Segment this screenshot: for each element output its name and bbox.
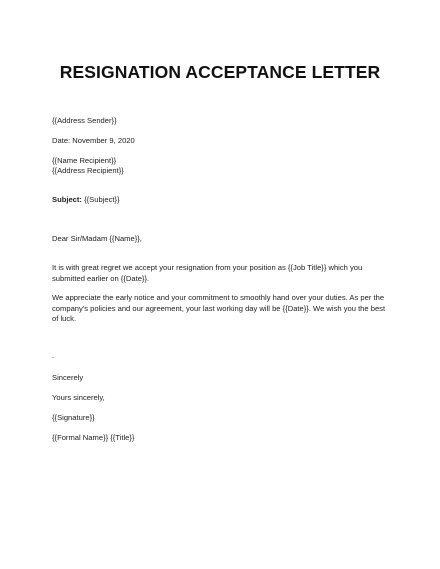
page-title: RESIGNATION ACCEPTANCE LETTER (59, 62, 381, 82)
letter-date: Date: November 9, 2020 (52, 136, 135, 145)
stray-dot: . (52, 351, 55, 360)
salutation: Dear Sir/Madam {{Name}}, (52, 234, 142, 243)
closing-sincerely: Sincerely (52, 373, 84, 382)
subject-value: {{Subject}} (81, 195, 120, 204)
address-sender: {{Address Sender}} (52, 116, 117, 125)
address-recipient: {{Address Recipient}} (52, 166, 124, 175)
paragraph-regret: It is with great regret we accept your resignation from your position as {{Job Title}} which you submitted earlier on {{Date}}. (52, 263, 363, 283)
paragraph-appreciation: We appreciate the early notice and your commitment to smoothly hand over your duties. As per the company's policies and our agreement, your last working day will be {{Date}}. We wish you the best of luck. (52, 293, 386, 324)
subject-label: Subject: (52, 195, 82, 204)
formal-name-title: {{Formal Name}} {{Title}} (52, 433, 135, 442)
signature-placeholder: {{Signature}} (52, 413, 95, 422)
name-recipient: {{Name Recipient}} (52, 156, 117, 165)
subject-line (52, 195, 120, 205)
closing-yours-sincerely: Yours sincerely, (52, 393, 105, 402)
